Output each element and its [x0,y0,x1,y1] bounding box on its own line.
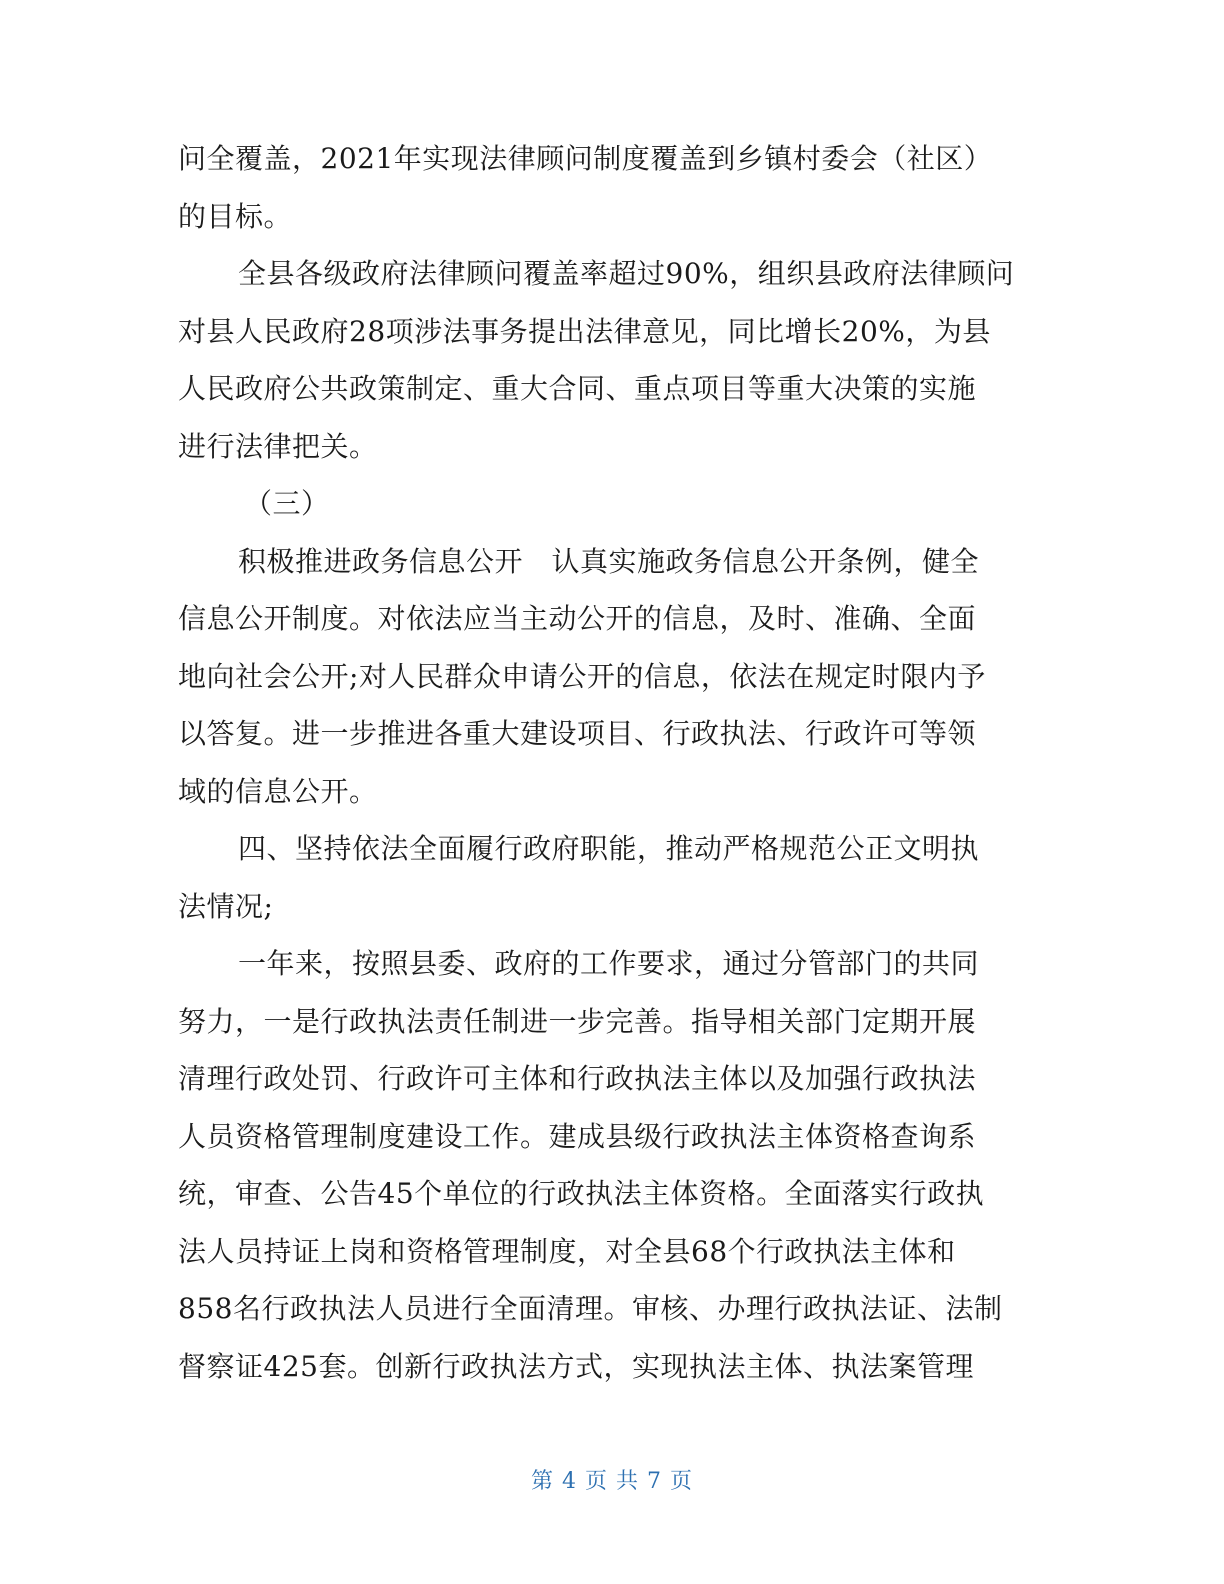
page-label: 第 [530,1469,554,1494]
page-label: 共 [616,1469,640,1494]
text-line: 督察证425套。创新行政执法方式，实现执法主体、执法案管理 [178,1349,974,1383]
text-line: 以答复。进一步推进各重大建设项目、行政执法、行政许可等领 [178,717,977,750]
text-line: 一年来，按照县委、政府的工作要求，通过分管部门的共同 [238,947,980,980]
page-label: 页 [584,1469,608,1494]
section-heading: 四、坚持依法全面履行政府职能，推动严格规范公正文明执 [238,832,980,865]
text-line: 问全覆盖，2021年实现法律顾问制度覆盖到乡镇村委会（社区） [178,142,993,175]
text-line: 努力，一是行政执法责任制进一步完善。指导相关部门定期开展 [178,1004,977,1038]
text-line: 统，审查、公告45个单位的行政执法主体资格。全面落实行政执 [178,1177,985,1210]
text-line: 法情况; [178,889,274,923]
text-line: 858名行政执法人员进行全面清理。审核、办理行政执法证、法制 [178,1292,1003,1325]
text-line: 的目标。 [178,199,293,233]
page-footer [0,1464,1224,1495]
text-line: 信息公开制度。对依法应当主动公开的信息，及时、准确、全面 [178,602,977,635]
text-line: 积极推进政务信息公开 认真实施政务信息公开条例，健全 [238,544,980,578]
text-line: 全县各级政府法律顾问覆盖率超过90%，组织县政府法律顾问 [238,257,1015,290]
text-line: 对县人民政府28项涉法事务提出法律意见，同比增长20%，为县 [178,314,991,348]
page-label: 页 [670,1469,694,1494]
text-line: 进行法律把关。 [178,429,378,463]
text-line: 人民政府公共政策制定、重大合同、重点项目等重大决策的实施 [178,372,977,405]
text-line: 地向社会公开;对人民群众申请公开的信息，依法在规定时限内予 [178,659,986,693]
text-line: 法人员持证上岗和资格管理制度，对全县68个行政执法主体和 [178,1234,956,1268]
current-page-number: 4 [561,1469,577,1494]
text-line: 人员资格管理制度建设工作。建成县级行政执法主体资格查询系 [178,1119,977,1153]
text-line: 域的信息公开。 [178,774,378,808]
text-line: 清理行政处罚、行政许可主体和行政执法主体以及加强行政执法 [178,1062,977,1095]
document-body [178,130,1036,1395]
total-pages-number: 7 [647,1469,663,1494]
section-heading: （三） [244,487,330,520]
